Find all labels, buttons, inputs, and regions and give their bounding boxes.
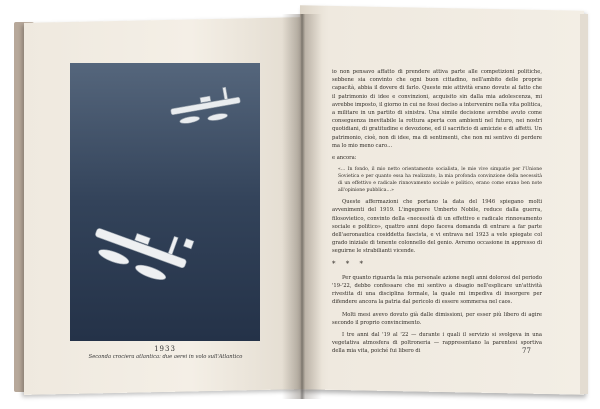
and-again-line: e ancora: — [332, 155, 357, 162]
paragraph-2: Queste affermazioni che portano la data del 1946 spiegano molti avvenimenti del 1919. L'ingegnere Umberto Nobile, reduce dalla guerra, filosovietico, convinto della «necessità di un effettivo e radicale rinnovamento sociale e politico», quattro anni dopo faceva domanda di entrare a far parte dell'aeronautica cosiddetta fascista, e vi entrava nel 1923 a vele spiegate col grado iniziale di tenente colonnello del genio. Avremo occasione in appresso di seguirne le strabilianti vicende. — [332, 199, 542, 255]
page-stack-edge — [580, 14, 588, 394]
paragraph-4: Molti mesi avevo dovuto già dalle dimissioni, per esser più libero di agire secondo il proprio convincimento. — [332, 311, 542, 326]
paragraph-3: Per quanto riguarda la mia personale azione negli anni dolorosi del periodo '19-'22, debbo confessare che mi sentivo a disagio nell'esplicare un'attività rivestita di una disciplina formale, la quale mi impediva di insorgere per difendere ancora la patria dal pericolo di essere sommersa nel caos. — [332, 274, 542, 306]
page-number: 77 — [522, 347, 531, 355]
book-spine — [282, 14, 322, 399]
paragraph-5: I tre anni dal '19 al '22 — durante i quali il servizio si svolgeva in una vegetativa atmosfera di poltroneria — rappresentano la parentesi sportiva della mia vita, poiché fui libero di — [332, 332, 542, 355]
seaplanes-photo — [70, 63, 260, 341]
caption-year: 1933 — [154, 345, 176, 353]
right-page-text — [332, 68, 542, 360]
open-book — [10, 8, 592, 403]
paragraph-1: io non pensavo affatto di prendere attiva parte alle competizioni politiche, sebbene sia convinto che ogni buon cittadino, nell'ambito delle proprie capacità, abbia il dovere di farlo. Queste mie attività erano dovute al fatto che il patrimonio di idee e convinzioni, acquisito sin dalla mia adolescenza, mi avrebbe imposto, il giorno in cui ne fossi deciso a intervenire nella vita politica, a militare in un partito di sinistra. Una simile decisione avrebbe avuto come conseguenza inevitabile la rottura aperta con ambienti nel futuro, nei nostri quotidiani, di gratitudine e devozione, ed il sacrificio di amicizie e di affetti. Un patrimonio, cioè, non di idee, ma di sentimenti, che non mi sentivo di perdere ma lo mio meno caro… — [332, 69, 542, 149]
photo-caption: Seconda crociera atlantica: due aerei in volo sull'Atlantico — [88, 354, 243, 360]
section-separator: * * * — [332, 259, 367, 268]
seaplanes-illustration — [70, 63, 260, 341]
quotation: «… In fondo, il mio netto orientamento socialista, le mie vive simpatie per l'Unione Sovietica e per quanto essa ha realizzato, la mia profonda convinzione della necessità di un effettivo e radicale rinnovamento sociale e politico, erano come erano ben note all'opinione pubblica…» — [338, 167, 542, 194]
